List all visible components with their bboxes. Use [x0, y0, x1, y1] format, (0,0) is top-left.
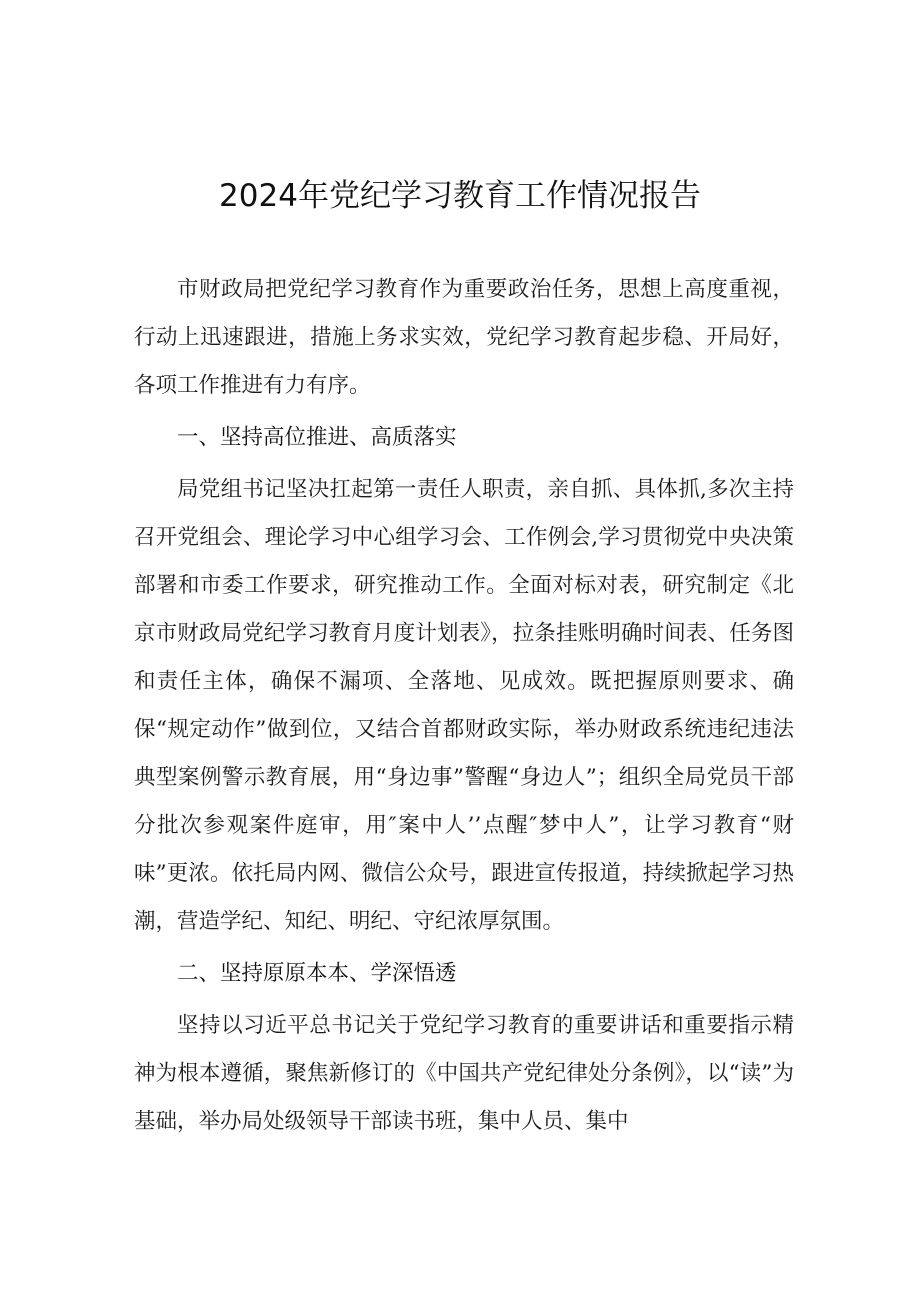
intro-paragraph: 市财政局把党纪学习教育作为重要政治任务，思想上高度重视，行动上迅速跟进，措施上务求实效，党纪学习教育起步稳、开局好，各项工作推进有力有序。	[134, 277, 794, 398]
section-2-paragraph: 坚持以习近平总书记关于党纪学习教育的重要讲话和重要指示精神为根本遵循，聚焦新修订的《中国共产党纪律处分条例》，以“读”为基础，举办局处级领导干部读书班，集中人员、集中	[134, 1013, 794, 1134]
document-body	[134, 266, 794, 1146]
document-title: 2024年党纪学习教育工作情况报告	[219, 178, 701, 214]
section-1-paragraph: 局党组书记坚决扛起第一责任人职责，亲自抓、具体抓,多次主持召开党组会、理论学习中心组学习会、工作例会,学习贯彻党中央决策部署和市委工作要求，研究推动工作。全面对标对表，研究制定《北京市财政局党纪学习教育月度计划表》，拉条挂账明确时间表、任务图和责任主体，确保不漏项、全落地、见成效。既把握原则要求、确保“规定动作”做到位，又结合首都财政实际，举办财政系统违纪违法典型案例警示教育展，用“身边事”警醒“身边人”；组织全局党员干部分批次参观案件庭审，用″案中人’’点醒″梦中人”，让学习教育“财味”更浓。依托局内网、微信公众号，跟进宣传报道，持续掀起学习热潮，营造学纪、知纪、明纪、守纪浓厚氛围。	[134, 477, 794, 934]
section-1-heading: 一、坚持高位推进、高质落实	[177, 425, 457, 450]
section-2-heading: 二、坚持原原本本、学深悟透	[177, 961, 457, 986]
